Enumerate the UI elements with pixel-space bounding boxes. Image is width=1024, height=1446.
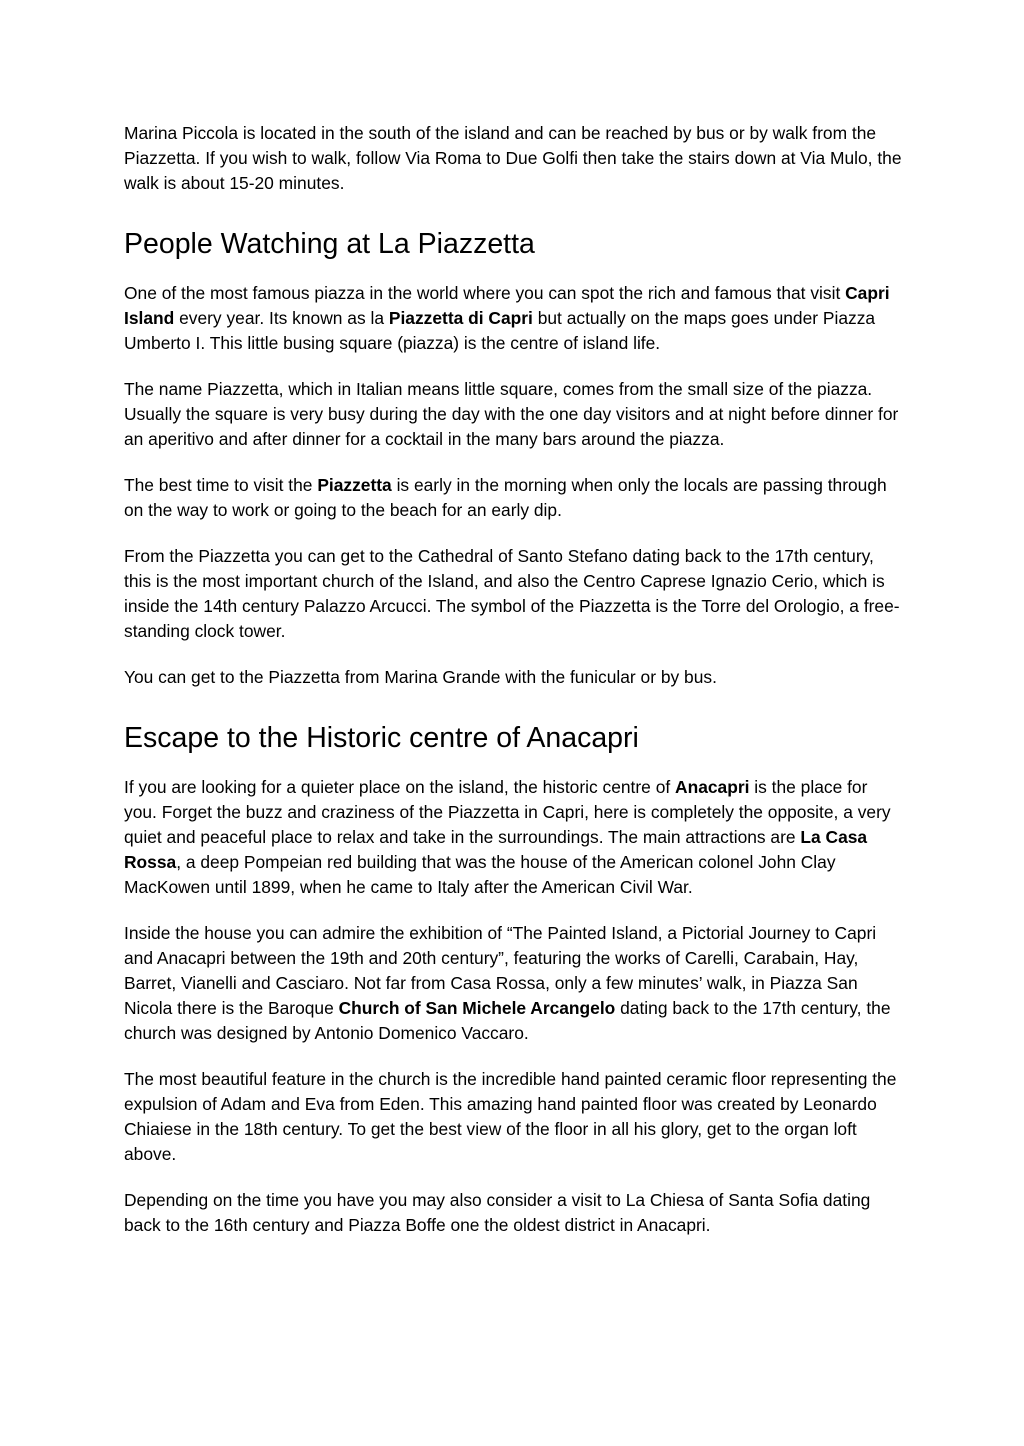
- piazzetta-paragraph-2: The name Piazzetta, which in Italian means little square, comes from the small size of the piazza. Usually the square is very busy during the day with the one day visitors and at night before dinner for an aperitivo and after dinner for a cocktail in the many bars around the piazza.: [124, 379, 899, 449]
- anacapri-paragraph-1: If you are looking for a quieter place on the island, the historic centre of Anacapri is the place for you. Forget the buzz and craziness of the Piazzetta in Capri, here is completely the opposite, a very quiet and peaceful place to relax and take in the surroundings. The main attractions are La Casa Rossa, a deep Pompeian red building that was the house of the American colonel John Clay MacKowen until 1899, when he came to Italy after the American Civil War.: [124, 777, 891, 897]
- intro-paragraph: Marina Piccola is located in the south of the island and can be reached by bus or by walk from the Piazzetta. If you wish to walk, follow Via Roma to Due Golfi then take the stairs down at Via Mulo, the walk is about 15-20 minutes.: [124, 123, 902, 193]
- anacapri-paragraph-3: The most beautiful feature in the church is the incredible hand painted ceramic floor representing the expulsion of Adam and Eva from Eden. This amazing hand painted floor was created by Leonardo Chiaiese in the 18th century. To get the best view of the floor in all his glory, get to the organ loft above.: [124, 1069, 897, 1164]
- anacapri-paragraph-4: Depending on the time you have you may also consider a visit to La Chiesa of Santa Sofia dating back to the 16th century and Piazza Boffe one the oldest district in Anacapri.: [124, 1190, 871, 1235]
- piazzetta-paragraph-3: The best time to visit the Piazzetta is early in the morning when only the locals are passing through on the way to work or going to the beach for an early dip.: [124, 475, 887, 520]
- piazzetta-paragraph-5: You can get to the Piazzetta from Marina Grande with the funicular or by bus.: [124, 667, 717, 687]
- bold-anacapri: Anacapri: [675, 777, 750, 797]
- piazzetta-paragraph-1: One of the most famous piazza in the world where you can spot the rich and famous that visit Capri Island every year. Its known as la Piazzetta di Capri but actually on the maps goes under Piazza Umberto I. This little busing square (piazza) is the centre of island life.: [124, 283, 890, 353]
- anacapri-paragraph-2: Inside the house you can admire the exhibition of “The Painted Island, a Pictorial Journey to Capri and Anacapri between the 19th and 20th century”, featuring the works of Carelli, Carabain, Hay, Barret, Vianelli and Casciaro. Not far from Casa Rossa, only a few minutes’ walk, in Piazza San Nicola there is the Baroque Church of San Michele Arcangelo dating back to the 17th century, the church was designed by Antonio Domenico Vaccaro.: [124, 923, 891, 1043]
- section-heading-piazzetta: People Watching at La Piazzetta: [124, 228, 535, 260]
- bold-capri-island: Capri Island: [124, 283, 890, 328]
- document-page: [124, 121, 904, 1259]
- bold-piazzetta-di-capri: Piazzetta di Capri: [388, 308, 533, 328]
- piazzetta-paragraph-4: From the Piazzetta you can get to the Cathedral of Santo Stefano dating back to the 17th century, this is the most important church of the Island, and also the Centro Caprese Ignazio Cerio, which is inside the 14th century Palazzo Arcucci. The symbol of the Piazzetta is the Torre del Orologio, a free-standing clock tower.: [124, 546, 900, 641]
- bold-la-casa-rossa: La Casa Rossa: [124, 827, 868, 872]
- section-heading-anacapri: Escape to the Historic centre of Anacapri: [124, 722, 639, 754]
- bold-piazzetta: Piazzetta: [317, 475, 392, 495]
- bold-church-san-michele: Church of San Michele Arcangelo: [338, 998, 616, 1018]
